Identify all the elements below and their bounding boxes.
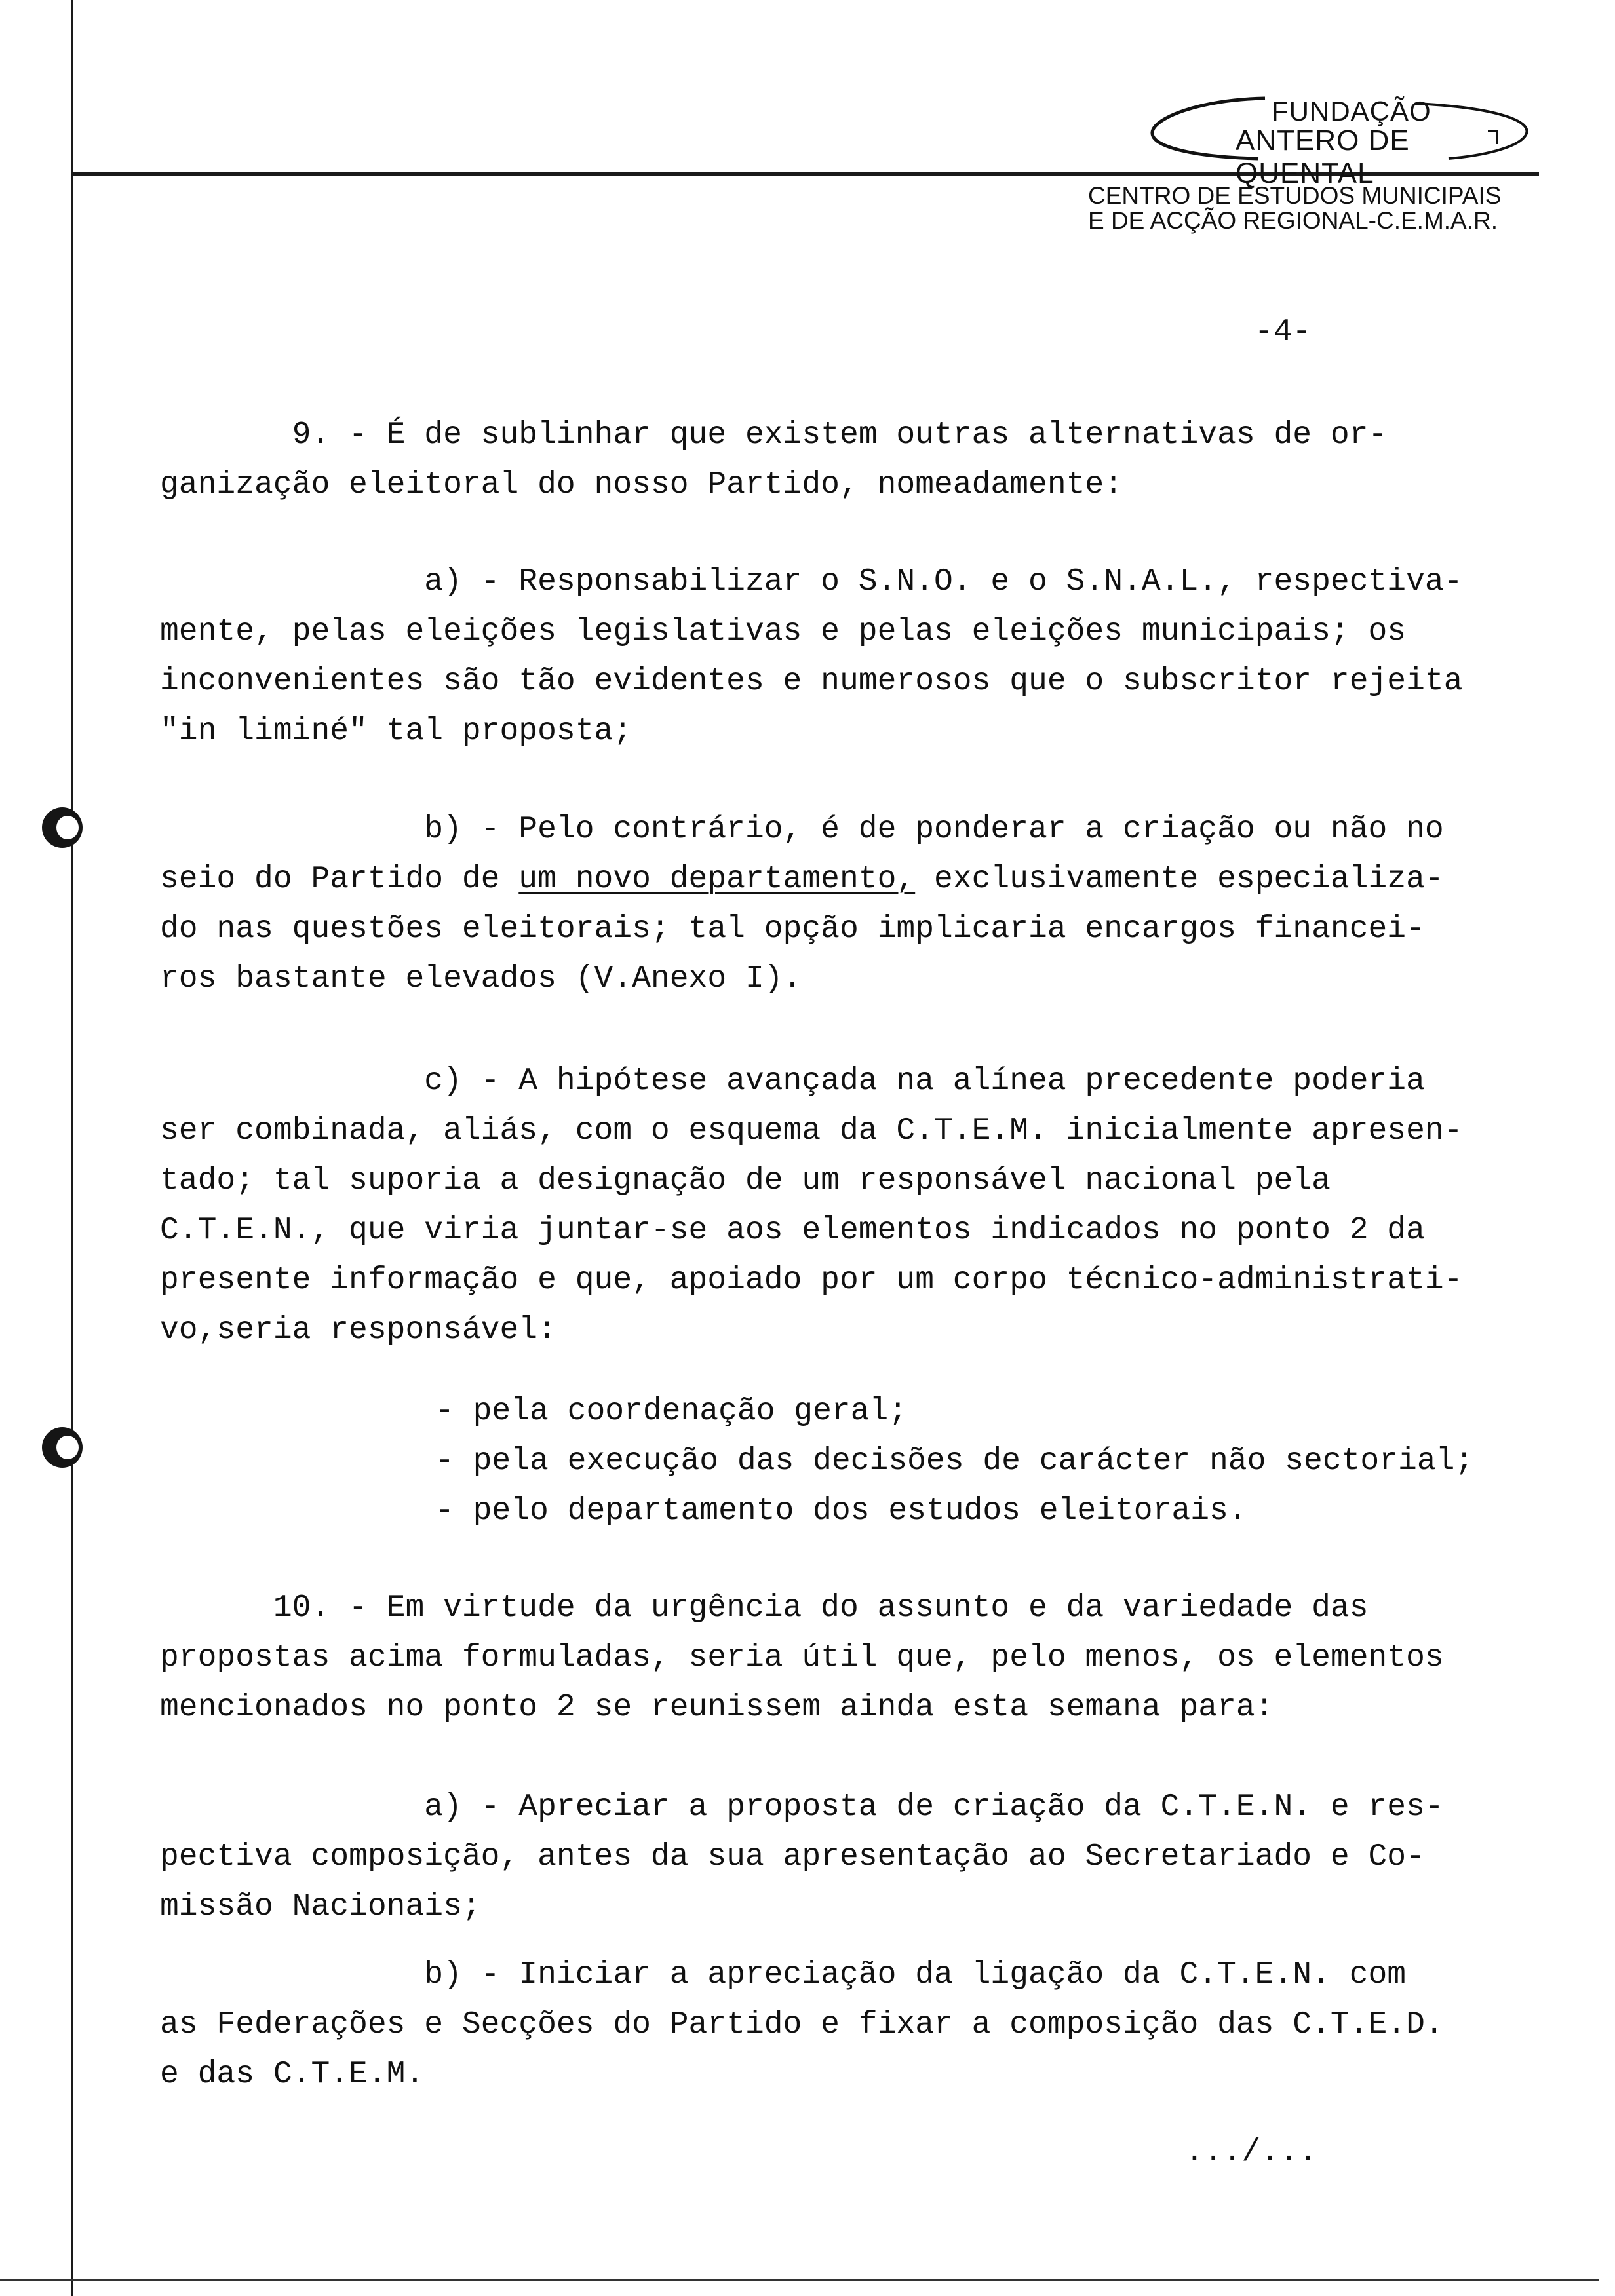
text-line: pectiva composição, antes da sua apresentação ao Secretariado e Co-: [160, 1839, 1425, 1875]
list-item: - pela coordenação geral;: [435, 1394, 908, 1429]
list-item: - pela execução das decisões de carácter não sectorial;: [435, 1444, 1474, 1479]
logo-text-fundacao: FUNDAÇÃO: [1272, 96, 1431, 126]
text-line: C.T.E.N., que viria juntar-se aos elementos indicados no ponto 2 da: [160, 1213, 1425, 1248]
list-item: - pelo departamento dos estudos eleitorais.: [435, 1493, 1247, 1529]
text-line: b) - Pelo contrário, é de ponderar a criação ou não no: [160, 812, 1444, 847]
text-line: missão Nacionais;: [160, 1889, 481, 1924]
text-line: mencionados no ponto 2 se reunissem ainda esta semana para:: [160, 1690, 1274, 1725]
text-line: do nas questões eleitorais; tal opção implicaria encargos financei-: [160, 911, 1425, 947]
centro-line-1: CENTRO DE ESTUDOS MUNICIPAIS: [1088, 182, 1502, 209]
bullet-list: [435, 1387, 1473, 1536]
text-line: propostas acima formuladas, seria útil que, pelo menos, os elementos: [160, 1640, 1444, 1675]
text-line: b) - Iniciar a apreciação da ligação da C.T.E.N. com: [160, 1957, 1407, 1993]
text-line: ganização eleitoral do nosso Partido, nomeadamente:: [160, 467, 1123, 503]
paragraph-9b: [160, 805, 1444, 1004]
paragraph-9c: [160, 1056, 1463, 1355]
paragraph-10a: [160, 1782, 1444, 1932]
text-line: seio do Partido de um novo departamento, exclusivamente especializa-: [160, 862, 1444, 897]
text-line: c) - A hipótese avançada na alínea precedente poderia: [160, 1063, 1425, 1099]
punch-hole-top: [42, 807, 83, 848]
text-line: 9. - É de sublinhar que existem outras alternativas de or-: [160, 417, 1388, 453]
centro-estudos-heading: [1088, 183, 1501, 233]
logo-text-antero: ANTERO DE QUENTAL: [1236, 124, 1410, 189]
left-margin-line: [71, 0, 73, 2296]
text-line: mente, pelas eleições legislativas e pelas eleições municipais; os: [160, 614, 1407, 649]
text-line: inconvenientes são tão evidentes e numerosos que o subscritor rejeita: [160, 664, 1463, 699]
paragraph-10b: [160, 1950, 1444, 2099]
text-line: e das C.T.E.M.: [160, 2057, 425, 2092]
page-number: -4-: [1255, 315, 1312, 350]
fundacao-logo: [1140, 92, 1540, 189]
paragraph-9: [160, 410, 1387, 510]
text-line: ser combinada, aliás, com o esquema da C.T.E.M. inicialmente apresen-: [160, 1113, 1463, 1149]
paragraph-9a: [160, 557, 1463, 756]
text-line: presente informação e que, apoiado por um corpo técnico-administrati-: [160, 1263, 1463, 1298]
continuation-mark: .../...: [1185, 2135, 1317, 2170]
punch-hole-bottom: [42, 1427, 83, 1468]
paragraph-10: [160, 1583, 1444, 1732]
text-line: a) - Responsabilizar o S.N.O. e o S.N.A.L., respectiva-: [160, 564, 1463, 600]
text-line: 10. - Em virtude da urgência do assunto e da variedade das: [160, 1590, 1369, 1626]
underlined-phrase: um novo departamento,: [518, 862, 916, 897]
text-line: ros bastante elevados (V.Anexo I).: [160, 961, 802, 997]
text-line: as Federações e Secções do Partido e fixar a composição das C.T.E.D.: [160, 2007, 1444, 2042]
text-line: vo,seria responsável:: [160, 1312, 556, 1348]
centro-line-2: E DE ACÇÃO REGIONAL-C.E.M.A.R.: [1088, 207, 1498, 234]
bottom-edge-line: [0, 2279, 1599, 2281]
text-line: a) - Apreciar a proposta de criação da C.T.E.N. e res-: [160, 1789, 1444, 1825]
text-line: tado; tal suporia a designação de um responsável nacional pela: [160, 1163, 1331, 1198]
text-line: "in liminé" tal proposta;: [160, 714, 632, 749]
